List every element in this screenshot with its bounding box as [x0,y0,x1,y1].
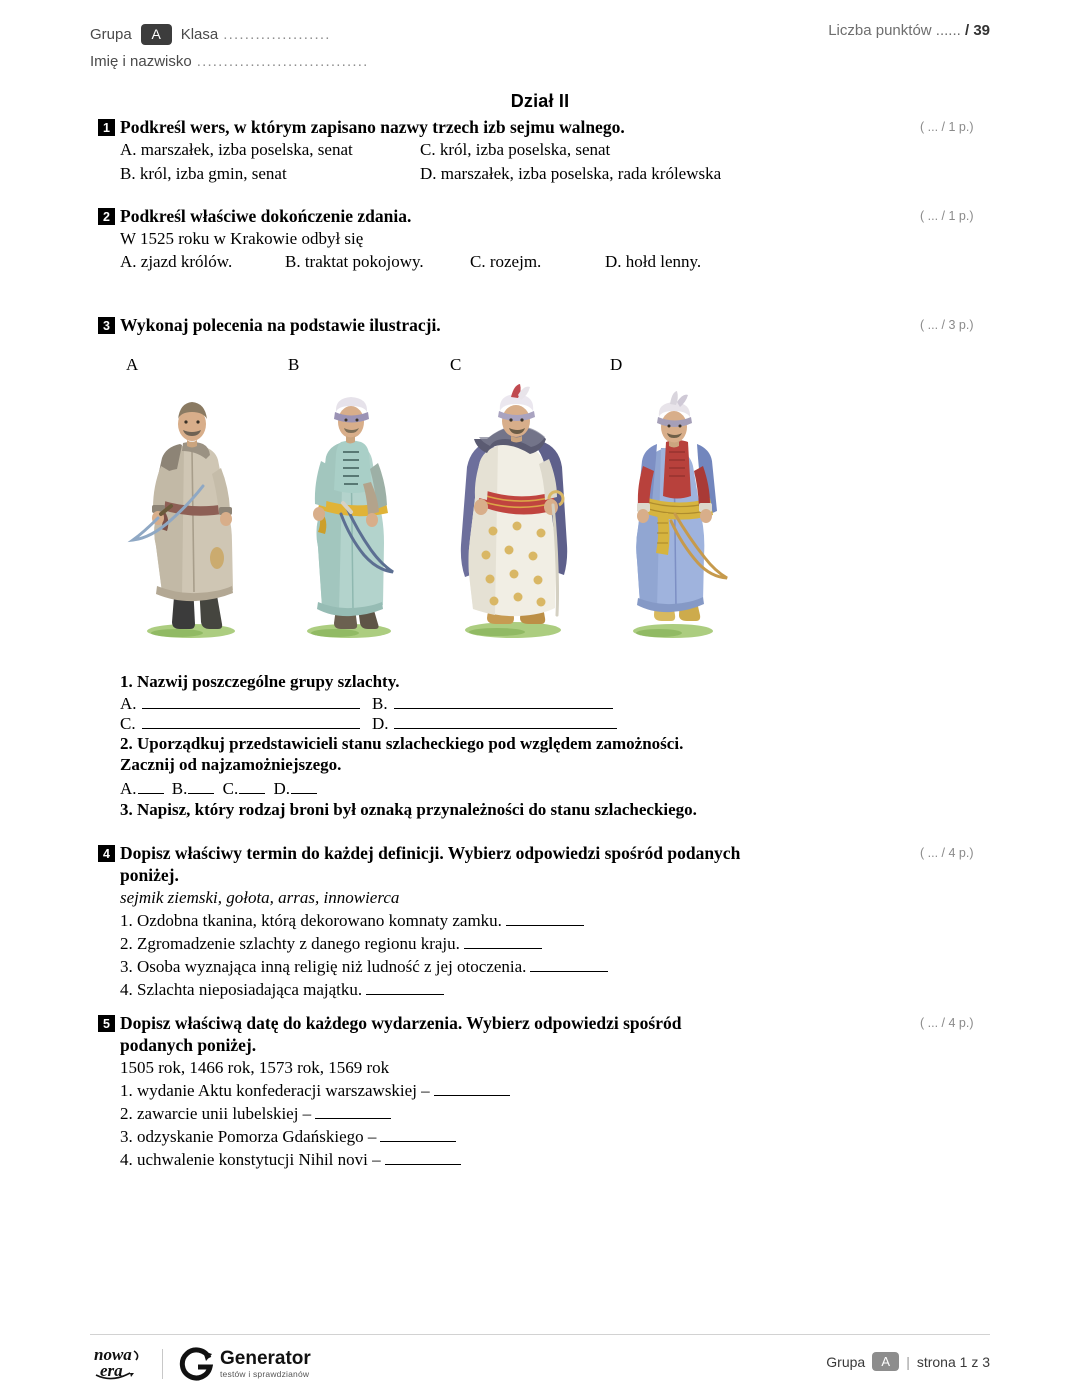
task-1-option-a[interactable]: A. marszałek, izba poselska, senat [120,140,353,159]
generator-logo [179,1347,311,1381]
task-1 [98,116,898,185]
footer-divider [90,1334,990,1335]
task-2-title: Podkreśl właściwe dokończenie zdania. [120,206,412,226]
illustration-labels [98,355,818,377]
name-label: Imię i nazwisko [90,52,192,70]
task-3-subq-2-line2: Zacznij od najzamożniejszego. [120,755,342,774]
task-4-answer-4[interactable] [366,981,444,995]
task-5-answer-2[interactable] [315,1105,391,1119]
task-1-option-d[interactable]: D. marszałek, izba poselska, rada królewska [420,164,722,183]
task-3-fill-row-cd [120,713,880,733]
task-3-fill-label-a: A. [120,693,137,713]
task-5-word-bank: 1505 rok, 1466 rok, 1573 rok, 1569 rok [120,1058,390,1077]
task-3-order-blank-d[interactable] [291,780,317,794]
footer-group-badge: A [872,1352,899,1371]
figure-label-d: D [610,355,623,374]
points-label: Liczba punktów ...... [828,22,961,39]
task-4-item-2 [120,932,898,955]
figure-label-a: A [126,355,139,374]
task-5-answer-1[interactable] [434,1082,510,1096]
task-3-order-blank-a[interactable] [138,780,164,794]
task-4-item-3 [120,955,898,978]
task-3-fill-row-ab [120,693,880,713]
task-3-subq-3: 3. Napisz, który rodzaj broni był oznaką przynależności do stanu szlacheckiego. [120,800,697,819]
header-row-name [90,49,990,73]
figure-c-svg [445,383,585,638]
sheet-header [90,22,990,74]
generator-g-icon [179,1347,213,1381]
task-5-body [120,1056,898,1171]
task-4-title: Dopisz właściwy termin do każdej definicji. Wybierz odpowiedzi spośród podanych poniżej. [120,843,741,885]
task-2-points: ( ... / 1 p.) [920,209,974,223]
task-3-points: ( ... / 3 p.) [920,318,974,332]
task-5-item-3-text: 3. odzyskanie Pomorza Gdańskiego – [120,1127,377,1146]
task-2-stem: W 1525 roku w Krakowie odbył się [120,229,364,248]
task-5-item-1-text: 1. wydanie Aktu konfederacji warszawskiej – [120,1081,430,1100]
group-badge: A [141,24,172,45]
task-4-item-1 [120,909,898,932]
task-4-item-4-text: 4. Szlachta nieposiadająca majątku. [120,980,363,999]
task-3 [98,314,898,336]
figure-d-nobleman-blue [611,390,739,638]
task-5-item-2 [120,1102,898,1125]
task-2-option-b[interactable]: B. traktat pokojowy. [285,252,424,271]
task-3-title: Wykonaj polecenia na podstawie ilustracji. [120,315,441,335]
class-label: Klasa [180,25,219,43]
task-2-option-d[interactable]: D. hołd lenny. [605,252,702,271]
task-1-title: Podkreśl wers, w którym zapisano nazwy trzech izb sejmu walnego. [120,117,625,137]
task-4-answer-2[interactable] [464,935,542,949]
figure-c-magnate [445,383,585,638]
figure-label-b: B [288,355,300,374]
task-5-item-2-text: 2. zawarcie unii lubelskiej – [120,1104,312,1123]
points-separator: / [964,22,970,39]
task-5-item-1 [120,1079,898,1102]
task-1-body [120,138,898,185]
task-5-item-4 [120,1148,898,1171]
points-total-field [828,22,990,39]
footer-group-label: Grupa [826,1353,866,1370]
nowa-era-logo [90,1345,150,1383]
task-4-answer-1[interactable] [506,912,584,926]
task-3-answer-c[interactable] [142,713,360,729]
task-3-subq-1: 1. Nazwij poszczególne grupy szlachty. [120,672,400,691]
task-2 [98,205,898,273]
task-3-order-blank-b[interactable] [188,780,214,794]
task-3-answer-b[interactable] [394,693,613,709]
task-1-number-badge: 1 [98,119,115,136]
generator-subtitle: testów i sprawdzianów [220,1369,310,1379]
nowa-era-line2: era [100,1361,123,1380]
task-5-heading [98,1012,898,1056]
task-4-body [120,886,898,1001]
nowa-era-line1: nowa [94,1345,132,1364]
task-3-answer-a[interactable] [142,693,360,709]
footer-page-info [826,1352,990,1371]
figure-label-c: C [450,355,462,374]
group-label: Grupa [90,25,132,43]
class-fill-dots[interactable]: .................... [223,25,331,43]
task-4-item-2-text: 2. Zgromadzenie szlachty z danego regionu kraju. [120,934,460,953]
task-4-answer-3[interactable] [530,958,608,972]
task-2-heading [98,205,898,227]
task-2-body [120,227,898,273]
task-5-title: Dopisz właściwą datę do każdego wydarzenia. Wybierz odpowiedzi spośród podanych poniżej. [120,1013,682,1055]
task-5-answer-4[interactable] [385,1151,461,1165]
page-footer [90,1344,990,1386]
task-3-fill-label-b: B. [372,693,388,713]
task-5-number-badge: 5 [98,1015,115,1032]
task-4-word-bank: sejmik ziemski, gołota, arras, innowierca [120,888,400,907]
task-2-number-badge: 2 [98,208,115,225]
task-4-heading [98,842,898,886]
task-3-heading [98,314,898,336]
task-3-order-label-b: B. [171,778,188,798]
footer-page-number: strona 1 z 3 [916,1353,990,1370]
task-3-fill-label-c: C. [120,713,136,733]
task-3-subq-2-line1: 2. Uporządkuj przedstawicieli stanu szlacheckiego pod względem zamożności. [120,733,684,753]
task-2-option-a[interactable]: A. zjazd królów. [120,252,233,271]
figure-b-middle-nobleman [287,386,417,638]
footer-separator: | [906,1353,910,1370]
task-3-order-blank-c[interactable] [239,780,265,794]
task-1-option-c[interactable]: C. król, izba poselska, senat [420,140,611,159]
task-4-number-badge: 4 [98,845,115,862]
task-3-fill-label-d: D. [372,713,389,733]
illustration-figures [125,383,805,638]
points-max: 39 [973,22,990,39]
figure-a-svg [125,388,255,638]
task-3-answer-d[interactable] [394,713,617,729]
task-1-option-b[interactable]: B. król, izba gmin, senat [120,164,287,183]
figure-b-svg [287,386,417,638]
generator-title: Generator [220,1348,311,1369]
figure-d-svg [611,390,739,638]
task-3-order-label-d: D. [273,778,290,798]
task-3-order-row [120,778,880,800]
task-5-points: ( ... / 4 p.) [920,1016,974,1030]
task-3-order-label-c: C. [222,778,239,798]
task-3-order-label-a: A. [120,778,137,798]
task-5-item-4-text: 4. uchwalenie konstytucji Nihil novi – [120,1150,381,1169]
task-3-number-badge: 3 [98,317,115,334]
task-4-points: ( ... / 4 p.) [920,846,974,860]
task-1-heading [98,116,898,138]
task-5 [98,1012,898,1171]
nowa-era-swoosh-icon [90,1345,146,1381]
task-5-answer-3[interactable] [380,1128,456,1142]
section-title: Dział II [510,91,570,111]
name-fill-dots[interactable]: ................................ [196,52,369,70]
task-4-item-4 [120,978,898,1001]
task-4-item-1-text: 1. Ozdobna tkanina, którą dekorowano komnaty zamku. [120,911,502,930]
figure-a-poor-nobleman [125,388,255,638]
footer-branding [90,1344,311,1384]
task-4-item-3-text: 3. Osoba wyznająca inną religię niż ludność z jej otoczenia. [120,957,527,976]
task-1-points: ( ... / 1 p.) [920,120,974,134]
generator-text [220,1349,311,1379]
task-4 [98,842,898,1001]
task-5-item-3 [120,1125,898,1148]
task-2-option-c[interactable]: C. rozejm. [470,252,542,271]
footer-logo-divider [162,1349,163,1379]
task-3-subquestions [120,671,880,821]
